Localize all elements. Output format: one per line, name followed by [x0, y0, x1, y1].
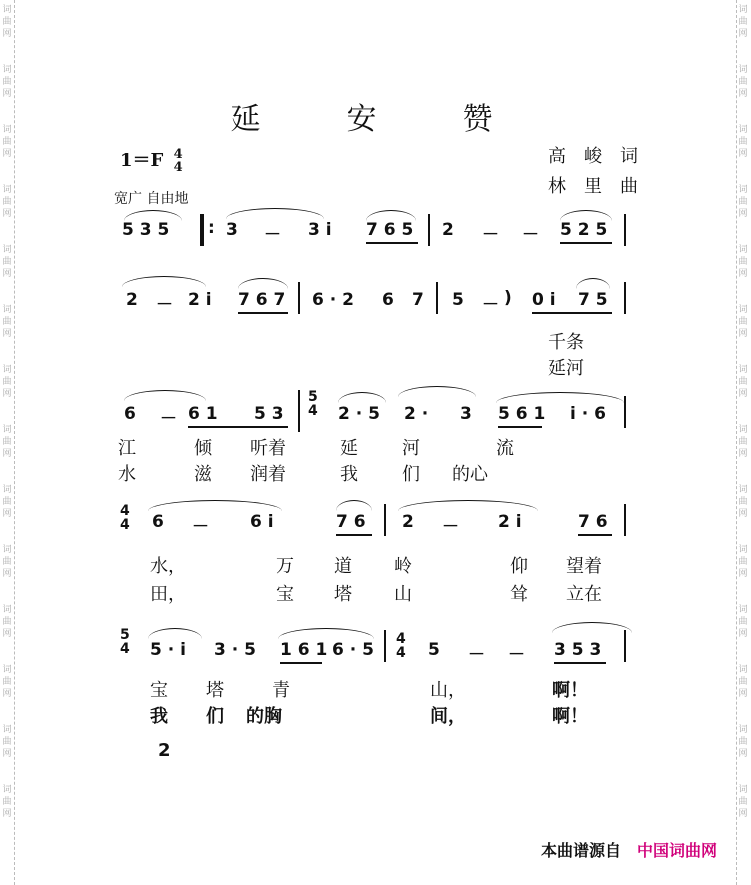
watermark-glyph-group: 词 曲 网: [738, 365, 748, 399]
watermark-glyph-group: 词 曲 网: [738, 485, 748, 519]
closing-paren: ): [504, 288, 512, 308]
note: 3: [460, 404, 472, 424]
lyric: 田，: [150, 584, 186, 605]
lyric: 我: [150, 706, 168, 727]
beam: [188, 426, 288, 428]
barline: [298, 390, 300, 432]
slur: [238, 278, 288, 289]
note: 6: [152, 512, 164, 532]
note-group: 0 i: [532, 290, 556, 310]
dash: －: [522, 225, 539, 245]
note: 5: [428, 640, 440, 660]
lyric: 啊！: [552, 706, 588, 727]
watermark-glyph-group: 词 曲 网: [2, 545, 12, 579]
tempo-marking: 宽广 自由地: [114, 191, 189, 207]
note-group: 7 6 5: [366, 220, 414, 240]
dash: －: [442, 517, 459, 537]
lyric: 江: [118, 438, 136, 459]
barline: [624, 282, 626, 314]
note-group: 7 6 7: [238, 290, 286, 310]
lyrics-verse-2: 延河: [548, 358, 584, 379]
lyric: 耸: [510, 584, 528, 605]
barline: [298, 282, 300, 314]
time-signature-4-4: 4 4: [120, 503, 130, 533]
lyric: 河: [402, 438, 420, 459]
watermark-glyph-group: 词 曲 网: [2, 725, 12, 759]
lyric: 流: [496, 438, 514, 459]
slur: [148, 500, 282, 511]
lyric: 宝: [276, 584, 294, 605]
key-signature: 1＝F 4 4: [120, 147, 183, 175]
note-group: 7 5: [578, 290, 608, 310]
watermark-glyph-group: 词 曲 网: [738, 305, 748, 339]
note-group: 2 i: [498, 512, 522, 532]
note-group: 2 i: [188, 290, 212, 310]
repeat-dots: :: [208, 218, 215, 238]
time-signature-numerator: 4: [173, 147, 183, 162]
note-group: 5 6 1: [498, 404, 546, 424]
lyricist: 高 峻 词: [548, 146, 638, 167]
watermark-glyph-group: 词 曲 网: [2, 5, 12, 39]
barline: [624, 214, 626, 246]
note-group: 6 · 5: [332, 640, 374, 660]
lyric: 水，: [150, 556, 186, 577]
lyric: 塔: [206, 680, 224, 701]
slur: [336, 500, 372, 511]
note-group: 3 5 3: [554, 640, 602, 660]
watermark-glyph-group: 词 曲 网: [2, 425, 12, 459]
dash: －: [156, 295, 173, 315]
lyric: 塔: [334, 584, 352, 605]
lyric: 立在: [566, 584, 602, 605]
note: 2: [126, 290, 138, 310]
dash: －: [160, 409, 177, 429]
note: 3: [226, 220, 238, 240]
note-group: 6 i: [250, 512, 274, 532]
slur: [122, 276, 206, 287]
watermark-glyph-group: 词 曲 网: [738, 605, 748, 639]
dash: －: [482, 295, 499, 315]
note-group: i · 6: [570, 404, 606, 424]
note-group: 3 · 5: [214, 640, 256, 660]
lyrics-verse-1: 千条: [548, 332, 584, 353]
lyric: 山，: [430, 680, 466, 701]
score-line-4: [112, 494, 632, 614]
barline: [384, 630, 386, 662]
watermark-glyph-group: 词 曲 网: [738, 725, 748, 759]
lyric: 望着: [566, 556, 602, 577]
watermark-glyph-group: 词 曲 网: [738, 185, 748, 219]
note-group: 5 3: [254, 404, 284, 424]
dash: －: [508, 645, 525, 665]
dash: －: [468, 645, 485, 665]
slur: [278, 628, 374, 639]
lyric: 滋: [194, 464, 212, 485]
note: 2: [402, 512, 414, 532]
note-group: 6 · 2: [312, 290, 354, 310]
score-line-1: [112, 206, 632, 276]
note-group: 2 · 5: [338, 404, 380, 424]
composer: 林 里 曲: [548, 176, 638, 197]
page-number: 2: [158, 740, 171, 761]
watermark-glyph-group: 词 曲 网: [2, 65, 12, 99]
note-group: 1 6 1: [280, 640, 328, 660]
score-line-5: [112, 618, 632, 728]
barline: [384, 504, 386, 536]
lyric: 万: [276, 556, 294, 577]
watermark-glyph-group: 词 曲 网: [738, 125, 748, 159]
lyric: 的心: [452, 464, 488, 485]
slur: [338, 392, 386, 403]
note-group: 7 6: [578, 512, 608, 532]
lyric: 们: [206, 706, 224, 727]
watermark-glyph-group: 词 曲 网: [738, 425, 748, 459]
beam: [532, 312, 612, 314]
watermark-glyph-group: 词 曲 网: [2, 365, 12, 399]
beam: [498, 426, 542, 428]
slur: [226, 208, 324, 219]
beam: [336, 534, 372, 536]
barline: [624, 396, 626, 428]
watermark-glyph-group: 词 曲 网: [2, 305, 12, 339]
song-title: 延 安 赞: [230, 102, 521, 137]
slur: [496, 392, 624, 403]
watermark-glyph-group: 词 曲 网: [2, 125, 12, 159]
note: 2: [442, 220, 454, 240]
time-signature-5-4: 5 4: [308, 389, 318, 419]
watermark-glyph-group: 词 曲 网: [2, 785, 12, 819]
lyric: 道: [334, 556, 352, 577]
lyric: 岭: [394, 556, 412, 577]
lyric: 啊！: [552, 680, 588, 701]
lyric: 们: [402, 464, 420, 485]
note-group: 5 3 5: [122, 220, 170, 240]
watermark-glyph-group: 词 曲 网: [738, 785, 748, 819]
note-group: 3 i: [308, 220, 332, 240]
watermark-glyph-group: 词 曲 网: [2, 245, 12, 279]
watermark-glyph-group: 词 曲 网: [2, 185, 12, 219]
watermark-glyph-group: 词 曲 网: [738, 545, 748, 579]
note: 5: [452, 290, 464, 310]
beam: [366, 242, 418, 244]
dash: －: [192, 517, 209, 537]
note-group: 5 2 5: [560, 220, 608, 240]
watermark-glyph-group: 词 曲 网: [738, 665, 748, 699]
beam: [238, 312, 288, 314]
watermark-glyph-group: 词 曲 网: [2, 665, 12, 699]
watermark-glyph-group: 词 曲 网: [738, 245, 748, 279]
score-line-3: [112, 386, 632, 496]
lyric: 间，: [430, 706, 466, 727]
note-group: 5 · i: [150, 640, 186, 660]
watermark-glyph-group: 词 曲 网: [2, 605, 12, 639]
lyric: 的胸: [246, 706, 282, 727]
watermark-glyph-group: 词 曲 网: [2, 485, 12, 519]
lyric: 水: [118, 464, 136, 485]
footer-text: 本曲谱源自: [540, 841, 621, 860]
note: 7: [412, 290, 424, 310]
barline: [624, 630, 626, 662]
dash: －: [482, 225, 499, 245]
beam: [280, 662, 322, 664]
watermark-glyph-group: 词 曲 网: [738, 5, 748, 39]
lyric: 润着: [250, 464, 286, 485]
lyric: 仰: [510, 556, 528, 577]
lyric: 听着: [250, 438, 286, 459]
lyric: 青: [272, 680, 290, 701]
slur: [124, 390, 206, 401]
lyric: 倾: [194, 438, 212, 459]
footer-brand-link[interactable]: 中国词曲网: [636, 841, 717, 860]
slur: [576, 278, 610, 289]
note-group: 2 ·: [404, 404, 429, 424]
beam: [554, 662, 606, 664]
time-signature-denominator: 4: [173, 160, 183, 175]
watermark-glyph-group: 词 曲 网: [738, 65, 748, 99]
beam: [560, 242, 612, 244]
slur: [398, 386, 476, 397]
beam: [578, 534, 612, 536]
slur: [398, 500, 538, 511]
slur: [148, 628, 202, 639]
barline: [436, 282, 438, 314]
note: 6: [382, 290, 394, 310]
time-signature-5-4: 5 4: [120, 627, 130, 657]
barline: [624, 504, 626, 536]
lyric: 宝: [150, 680, 168, 701]
slur: [552, 622, 632, 633]
repeat-barline: [200, 214, 204, 246]
dash: －: [264, 225, 281, 245]
note-group: 7 6: [336, 512, 366, 532]
time-signature-4-4: 4 4: [396, 631, 406, 661]
barline: [428, 214, 430, 246]
lyric: 山: [394, 584, 412, 605]
note-group: 6 1: [188, 404, 218, 424]
lyric: 我: [340, 464, 358, 485]
score-line-2: [112, 272, 632, 382]
lyric: 延: [340, 438, 358, 459]
source-footer: [541, 838, 717, 861]
note: 6: [124, 404, 136, 424]
